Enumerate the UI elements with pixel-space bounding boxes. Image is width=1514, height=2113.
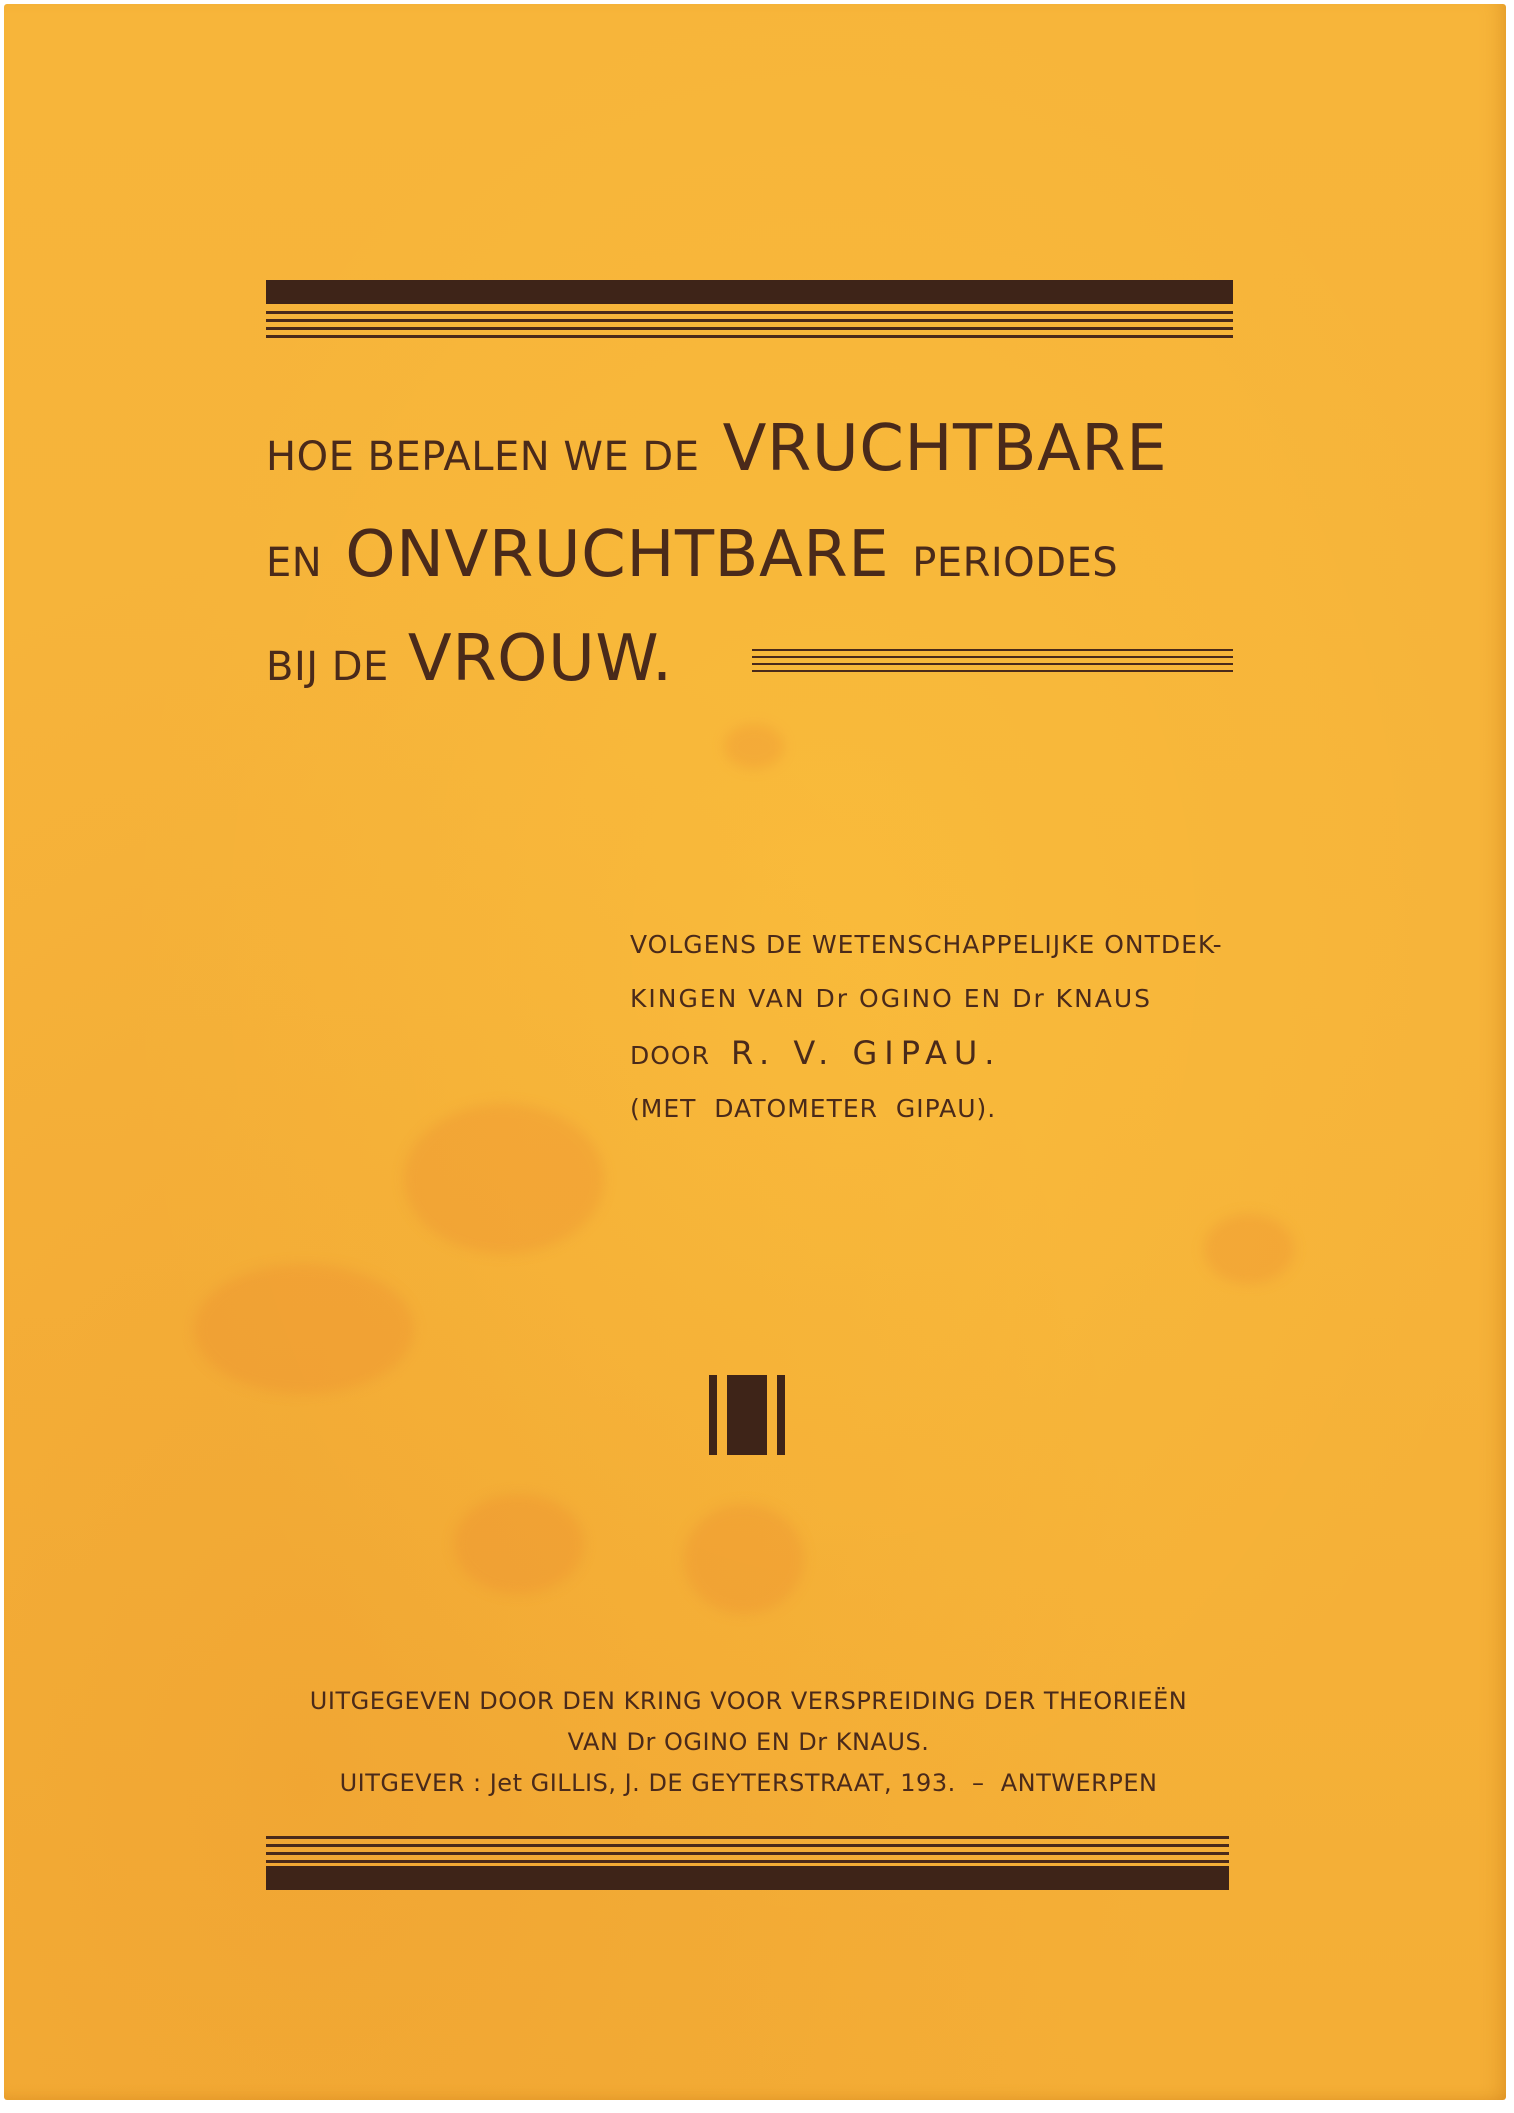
paper-stain xyxy=(194,1264,414,1394)
bottom-thin-rule xyxy=(266,1836,1229,1839)
title-end-rule xyxy=(752,656,1233,658)
title-line-2 xyxy=(266,518,1118,592)
author-name: R. V. GIPAU. xyxy=(730,1034,1002,1072)
top-thin-rule xyxy=(266,335,1233,338)
subtitle-line-3 xyxy=(630,1034,1001,1072)
title-small-text: BIJ DE xyxy=(266,644,389,690)
publisher-line-3: UITGEVER : Jet GILLIS, J. DE GEYTERSTRAAT, 193. – ANTWERPEN xyxy=(339,1769,1158,1797)
title-line-1 xyxy=(266,412,1167,486)
book-cover xyxy=(4,4,1506,2100)
subtitle-door: DOOR xyxy=(630,1041,710,1070)
paper-stain xyxy=(1204,1214,1294,1284)
title-large-text: VRUCHTBARE xyxy=(722,412,1168,486)
subtitle-line-1: VOLGENS DE WETENSCHAPPELIJKE ONTDEK- xyxy=(630,930,1223,959)
paper-stain xyxy=(684,1504,804,1614)
subtitle-line-2: KINGEN VAN Dr OGINO EN Dr KNAUS xyxy=(630,984,1153,1013)
title-end-rule xyxy=(752,670,1233,672)
title-large-text: VROUW. xyxy=(407,622,673,696)
bottom-thin-rule xyxy=(266,1860,1229,1863)
publisher-line-1: UITGEGEVEN DOOR DEN KRING VOOR VERSPREIDING DER THEORIEËN xyxy=(309,1687,1188,1715)
top-thin-rule xyxy=(266,311,1233,314)
publisher-line-2: VAN Dr OGINO EN Dr KNAUS. xyxy=(567,1728,930,1756)
title-small-text: EN xyxy=(266,540,323,586)
subtitle-line-4: (MET DATOMETER GIPAU). xyxy=(630,1094,997,1123)
title-small-text: PERIODES xyxy=(912,540,1119,586)
title-small-text: HOE BEPALEN WE DE xyxy=(266,434,700,480)
bottom-thin-rule xyxy=(266,1852,1229,1855)
top-thin-rule xyxy=(266,319,1233,322)
bottom-thick-rule xyxy=(266,1866,1229,1890)
title-end-rule xyxy=(752,649,1233,651)
paper-stain xyxy=(724,724,784,769)
top-thin-rule xyxy=(266,327,1233,330)
paper-stain xyxy=(454,1494,584,1594)
title-end-rule xyxy=(752,663,1233,665)
publisher-emblem xyxy=(709,1375,787,1455)
paper-stain xyxy=(404,1104,604,1254)
title-large-text: ONVRUCHTBARE xyxy=(345,518,890,592)
bottom-thin-rule xyxy=(266,1844,1229,1847)
top-thick-rule xyxy=(266,280,1233,304)
title-line-3 xyxy=(266,622,673,696)
